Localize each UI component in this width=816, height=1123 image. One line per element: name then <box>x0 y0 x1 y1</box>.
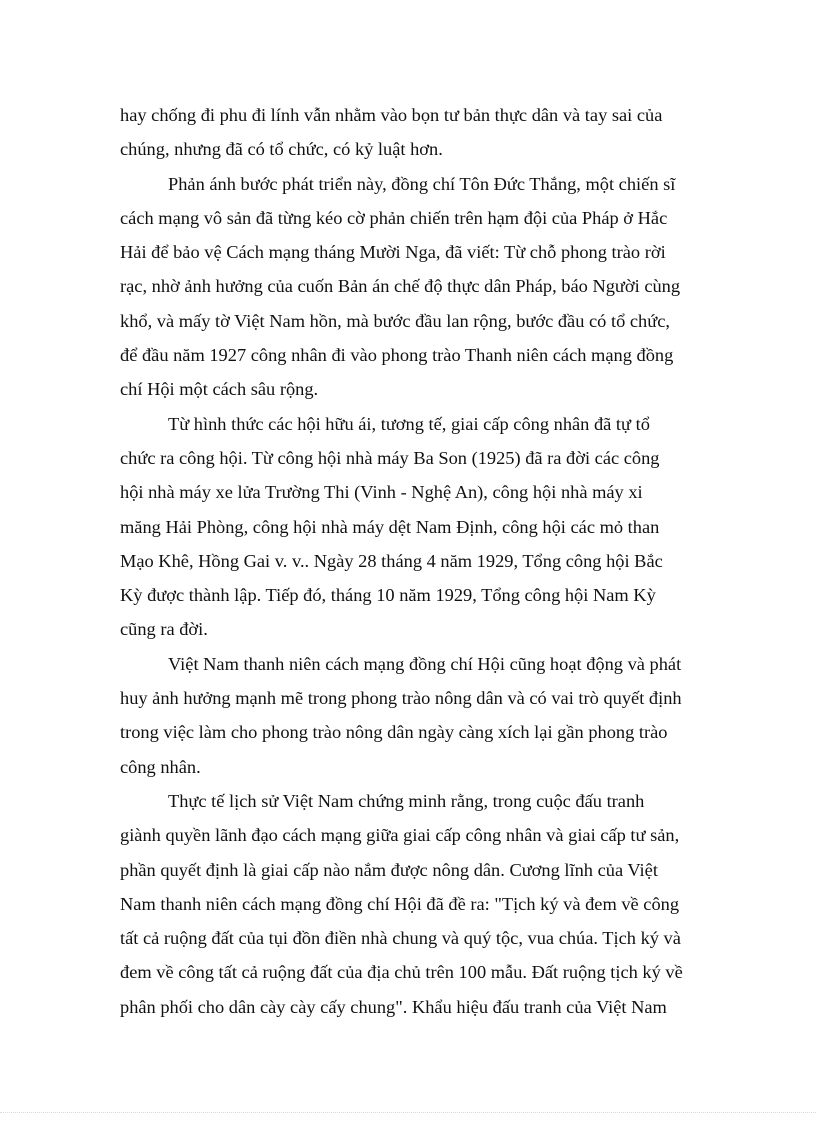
paragraph <box>120 167 692 407</box>
text-line: Kỳ được thành lập. Tiếp đó, tháng 10 năm 1929, Tổng công hội Nam Kỳ <box>120 585 656 606</box>
text-line: tất cả ruộng đất của tụi đồn điền nhà chung và quý tộc, vua chúa. Tịch ký và <box>120 928 681 949</box>
text-line: huy ảnh hưởng mạnh mẽ trong phong trào nông dân và có vai trò quyết định <box>120 688 682 709</box>
text-line: chúng, nhưng đã có tổ chức, có kỷ luật hơn. <box>120 139 443 160</box>
paragraph <box>120 98 692 167</box>
text-line: Phản ánh bước phát triển này, đồng chí Tôn Đức Thắng, một chiến sĩ <box>168 173 676 194</box>
text-line: Việt Nam thanh niên cách mạng đồng chí Hội cũng hoạt động và phát <box>168 653 682 674</box>
text-line: công nhân. <box>120 756 201 777</box>
text-line: rạc, nhờ ảnh hưởng của cuốn Bản án chế độ thực dân Pháp, báo Người cùng <box>120 276 681 297</box>
text-line: cách mạng vô sản đã từng kéo cờ phản chiến trên hạm đội của Pháp ở Hắc <box>120 207 668 228</box>
text-line: hay chống đi phu đi lính vẫn nhằm vào bọn tư bản thực dân và tay sai của <box>120 105 663 125</box>
text-line: Mạo Khê, Hồng Gai v. v.. Ngày 28 tháng 4 năm 1929, Tổng công hội Bắc <box>120 550 663 571</box>
text-line: Từ hình thức các hội hữu ái, tương tế, giai cấp công nhân đã tự tổ <box>168 413 650 434</box>
text-line: đem về công tất cả ruộng đất của địa chủ trên 100 mẫu. Đất ruộng tịch ký về <box>120 962 683 983</box>
text-line: Thực tế lịch sử Việt Nam chứng minh rằng, trong cuộc đấu tranh <box>168 790 645 811</box>
text-line: khổ, và mấy tờ Việt Nam hồn, mà bước đầu lan rộng, bước đầu có tổ chức, <box>120 310 670 331</box>
text-line: chức ra công hội. Từ công hội nhà máy Ba Son (1925) đã ra đời các công <box>120 447 660 468</box>
paragraph <box>120 784 692 1024</box>
text-line: cũng ra đời. <box>120 619 208 640</box>
text-line: để đầu năm 1927 công nhân đi vào phong trào Thanh niên cách mạng đồng <box>120 345 674 366</box>
text-line: phân phối cho dân cày cày cấy chung". Khẩu hiệu đấu tranh của Việt Nam <box>120 996 667 1017</box>
text-line: phần quyết định là giai cấp nào nắm được nông dân. Cương lĩnh của Việt <box>120 859 658 880</box>
text-line: trong việc làm cho phong trào nông dân ngày càng xích lại gần phong trào <box>120 722 668 743</box>
paragraph <box>120 407 692 647</box>
text-line: Hải để bảo vệ Cách mạng tháng Mười Nga, đã viết: Từ chỗ phong trào rời <box>120 242 666 263</box>
text-line: giành quyền lãnh đạo cách mạng giữa giai cấp công nhân và giai cấp tư sản, <box>120 825 680 846</box>
text-line: măng Hải Phòng, công hội nhà máy dệt Nam Định, công hội các mỏ than <box>120 516 660 537</box>
text-line: Nam thanh niên cách mạng đồng chí Hội đã đề ra: "Tịch ký và đem về công <box>120 893 680 914</box>
document-body <box>120 98 692 1024</box>
paragraph <box>120 647 692 784</box>
text-line: hội nhà máy xe lửa Trường Thi (Vinh - Nghệ An), công hội nhà máy xi <box>120 482 643 503</box>
page-bottom-divider <box>0 1112 816 1113</box>
text-line: chí Hội một cách sâu rộng. <box>120 379 319 400</box>
